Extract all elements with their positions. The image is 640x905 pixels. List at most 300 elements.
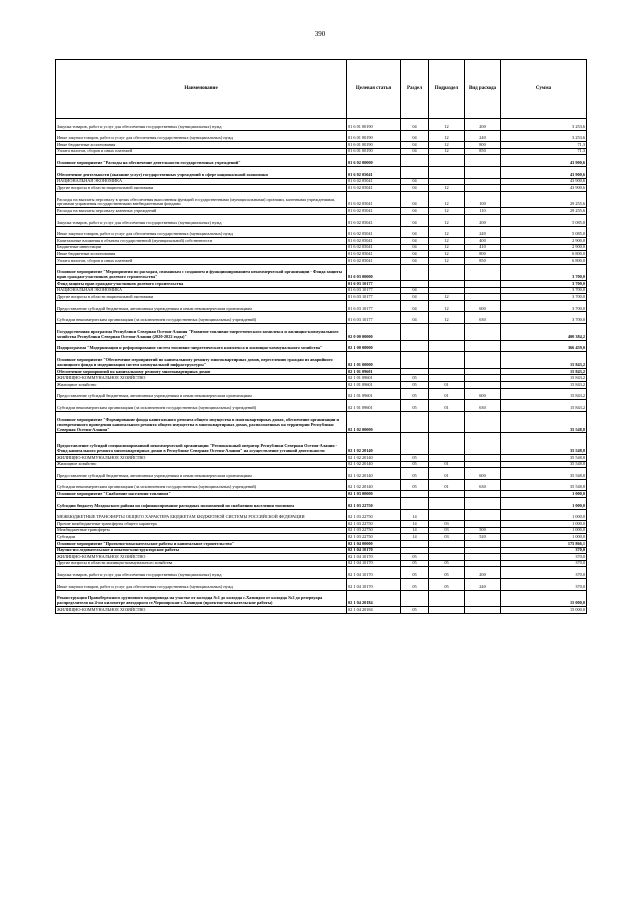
row-kind: 500: [465, 527, 501, 534]
table-row: [56, 214, 587, 226]
row-section: 05: [401, 567, 429, 579]
row-kind: [465, 294, 501, 301]
row-sum: 1 000,0: [501, 491, 587, 498]
row-section: 05: [401, 400, 429, 412]
row-kind: 240: [465, 578, 501, 590]
table-row: [56, 226, 587, 238]
row-sum: 2 900,0: [501, 238, 587, 245]
row-code: 02 1 03 22750: [347, 509, 401, 521]
row-section: 04: [401, 226, 429, 238]
row-name: Расходы на выплаты персоналу казенных учреждений: [56, 208, 347, 215]
row-kind: [465, 324, 501, 341]
table-row: [56, 567, 587, 579]
row-name: Иные закупки товаров, работ и услуг для обеспечения государственных (муниципальных) нужд: [56, 130, 347, 142]
row-name: Другие вопросы в области национальной экономики: [56, 294, 347, 301]
row-name: Расходы на выплаты персоналу в целях обеспечения выполнения функций государственными (муниципальными) органами, казенными учреждениями, органами управления государственными внебюджетными фондами: [56, 191, 347, 208]
row-subsection: [429, 590, 465, 607]
row-subsection: 12: [429, 142, 465, 149]
table-row: [56, 257, 587, 264]
row-section: 05: [401, 468, 429, 480]
row-section: 05: [401, 388, 429, 400]
row-section: 04: [401, 178, 429, 185]
row-subsection: 12: [429, 226, 465, 238]
row-name: Субсидии бюджету Моздокского района на софинансирование расходных полномочий по снабжению населения топливом: [56, 497, 347, 509]
row-section: 04: [401, 142, 429, 149]
row-sum: 15 000,0: [501, 607, 587, 614]
row-name: НАЦИОНАЛЬНАЯ ЭКОНОМИКА: [56, 287, 347, 294]
table-row: [56, 455, 587, 462]
table-row: [56, 527, 587, 534]
row-subsection: [429, 554, 465, 561]
row-name: ЖИЛИЩНО-КОММУНАЛЬНОЕ ХОЗЯЙСТВО: [56, 607, 347, 614]
table-row: [56, 300, 587, 312]
row-section: 04: [401, 294, 429, 301]
row-section: [401, 264, 429, 281]
row-code: 01 6 02 05041: [347, 191, 401, 208]
table-row: [56, 461, 587, 468]
row-section: 04: [401, 300, 429, 312]
row-sum: 370,0: [501, 554, 587, 561]
row-sum: 370,0: [501, 560, 587, 567]
table-row: [56, 491, 587, 498]
table-row: [56, 497, 587, 509]
row-kind: 600: [465, 388, 501, 400]
row-sum: 15 000,0: [501, 590, 587, 607]
row-name: Иные бюджетные ассигнования: [56, 251, 347, 258]
row-name: Субсидии: [56, 534, 347, 541]
row-kind: 400: [465, 238, 501, 245]
row-sum: 3 700,0: [501, 287, 587, 294]
row-subsection: 05: [429, 560, 465, 567]
row-section: [401, 166, 429, 178]
row-subsection: [429, 155, 465, 167]
row-subsection: 01: [429, 388, 465, 400]
header-kind: Вид расхода: [465, 60, 501, 119]
row-code: 02 1 01 09601: [347, 375, 401, 382]
row-sum: 3 700,0: [501, 281, 587, 288]
row-kind: 800: [465, 142, 501, 149]
row-subsection: 05: [429, 567, 465, 579]
table-row: [56, 607, 587, 614]
row-subsection: 01: [429, 400, 465, 412]
row-name: НАЦИОНАЛЬНАЯ ЭКОНОМИКА: [56, 178, 347, 185]
row-name: Иные закупки товаров, работ и услуг для обеспечения государственных (муниципальных) нужд: [56, 226, 347, 238]
row-code: 02 1 02 20140: [347, 433, 401, 455]
table-row: [56, 287, 587, 294]
row-subsection: 12: [429, 130, 465, 142]
row-section: [401, 540, 429, 547]
row-code: 01 6 03 00000: [347, 264, 401, 281]
row-section: 04: [401, 287, 429, 294]
table-row: [56, 155, 587, 167]
budget-table: [55, 59, 587, 614]
row-subsection: 03: [429, 527, 465, 534]
row-code: 02 1 02 20140: [347, 461, 401, 468]
row-code: 01 6 03 10177: [347, 294, 401, 301]
row-name: ЖИЛИЩНО-КОММУНАЛЬНОЕ ХОЗЯЙСТВО: [56, 375, 347, 382]
table-row: [56, 382, 587, 389]
row-section: [401, 497, 429, 509]
row-sum: 1 000,0: [501, 509, 587, 521]
table-row: [56, 238, 587, 245]
row-name: Предоставление субсидий бюджетным, автономным учреждениям и иным некоммерческим организациям: [56, 300, 347, 312]
row-name: Субсидии некоммерческим организациям (за исключением государственных (муниципальных) учреждений): [56, 312, 347, 324]
row-subsection: [429, 433, 465, 455]
row-subsection: [429, 264, 465, 281]
row-section: [401, 324, 429, 341]
row-section: 14: [401, 534, 429, 541]
row-kind: [465, 461, 501, 468]
table-row: [56, 166, 587, 178]
row-subsection: [429, 411, 465, 433]
row-section: 04: [401, 191, 429, 208]
row-code: 01 6 02 05041: [347, 226, 401, 238]
table-row: [56, 534, 587, 541]
row-name: Предоставление субсидий бюджетным, автономным учреждениям и иным некоммерческим организациям: [56, 388, 347, 400]
row-name: Иные закупки товаров, работ и услуг для обеспечения государственных (муниципальных) нужд: [56, 578, 347, 590]
row-sum: 1 000,0: [501, 534, 587, 541]
row-kind: 410: [465, 244, 501, 251]
row-name: Основное мероприятие "Формирование фонда капитального ремонта общего имущества в многоквартирных домах, обеспечение организации и своевременного проведения капитального ремонта общего имущества в многоквартирных домах, расположенных на территории Республики Северная Осетия-Алания": [56, 411, 347, 433]
row-subsection: 12: [429, 251, 465, 258]
row-sum: 71,3: [501, 142, 587, 149]
row-kind: 800: [465, 251, 501, 258]
row-sum: 1 000,0: [501, 497, 587, 509]
row-code: 02 1 03 22750: [347, 527, 401, 534]
row-code: 01 6 01 00190: [347, 148, 401, 155]
row-sum: 3 253,6: [501, 130, 587, 142]
header-name: Наименование: [56, 60, 347, 119]
row-sum: 43 900,6: [501, 155, 587, 167]
row-sum: 35 548,8: [501, 479, 587, 491]
page-number: 390: [314, 30, 326, 38]
row-section: 14: [401, 527, 429, 534]
table-row: [56, 148, 587, 155]
row-kind: 200: [465, 119, 501, 131]
row-name: Закупка товаров, работ и услуг для обеспечения государственных (муниципальных) нужд: [56, 119, 347, 131]
row-code: 02 0 00 00000: [347, 324, 401, 341]
row-code: 02 1 01 09601: [347, 388, 401, 400]
row-name: Уплата налогов, сборов и иных платежей: [56, 257, 347, 264]
row-subsection: [429, 178, 465, 185]
row-kind: 630: [465, 479, 501, 491]
row-section: 05: [401, 554, 429, 561]
row-kind: [465, 340, 501, 352]
row-section: 05: [401, 455, 429, 462]
row-subsection: 12: [429, 191, 465, 208]
row-sum: 6 800,0: [501, 257, 587, 264]
row-code: 01 6 03 10177: [347, 281, 401, 288]
row-subsection: 12: [429, 119, 465, 131]
row-sum: 3 253,6: [501, 119, 587, 131]
row-subsection: [429, 340, 465, 352]
table-row: [56, 244, 587, 251]
row-section: [401, 433, 429, 455]
row-code: 02 1 01 09601: [347, 400, 401, 412]
table-row: [56, 547, 587, 554]
row-subsection: [429, 497, 465, 509]
row-name: Обеспечение деятельности (оказание услуг) государственных учреждений в сфере национальной экономики: [56, 166, 347, 178]
row-section: [401, 155, 429, 167]
row-sum: 71,3: [501, 148, 587, 155]
row-name: Другие вопросы в области национальной экономики: [56, 185, 347, 192]
row-sum: 43 900,6: [501, 185, 587, 192]
row-section: 04: [401, 185, 429, 192]
row-kind: [465, 554, 501, 561]
row-kind: 200: [465, 214, 501, 226]
row-section: [401, 411, 429, 433]
row-name: Закупка товаров, работ и услуг для обеспечения государственных (муниципальных) нужд: [56, 214, 347, 226]
table-row: [56, 521, 587, 528]
row-name: Реконструкция Правобережного группового водопровода на участке от колодца №1 до колодца с.Хазнидон от колодца №2 до резервуара распределителя на 4-ом километре автодороги ст.Черноярская-с.Хазнидон (проектно-изыскательские работы): [56, 590, 347, 607]
row-sum: 35 548,8: [501, 411, 587, 433]
row-name: Государственная программа Республики Северная Осетия-Алания "Развитие топливно-энергетического комплекса и жилищно-коммунального хозяйства Республики Северная Осетия-Алания (2020-2022 годы)": [56, 324, 347, 341]
table-row: [56, 324, 587, 341]
row-kind: [465, 491, 501, 498]
row-name: Другие вопросы в области жилищно-коммунального хозяйства: [56, 560, 347, 567]
row-code: 01 6 01 00190: [347, 119, 401, 131]
row-sum: 3 700,0: [501, 294, 587, 301]
row-sum: 366 459,0: [501, 340, 587, 352]
row-kind: [465, 185, 501, 192]
row-sum: 400 384,2: [501, 324, 587, 341]
row-section: [401, 368, 429, 375]
row-kind: 100: [465, 191, 501, 208]
row-subsection: 12: [429, 244, 465, 251]
row-subsection: 01: [429, 461, 465, 468]
row-subsection: 01: [429, 382, 465, 389]
row-section: 14: [401, 509, 429, 521]
row-code: 01 6 02 05041: [347, 251, 401, 258]
row-kind: [465, 455, 501, 462]
row-subsection: [429, 287, 465, 294]
row-code: 02 1 00 00000: [347, 340, 401, 352]
row-code: 02 1 04 20184: [347, 607, 401, 614]
row-sum: 15 843,2: [501, 375, 587, 382]
row-sum: 5 085,0: [501, 226, 587, 238]
table-row: [56, 368, 587, 375]
row-section: 04: [401, 208, 429, 215]
row-name: Подпрограмма "Модернизация и реформирование систем топливно-энергетического комплекса и жилищно-коммунального хозяйства": [56, 340, 347, 352]
row-kind: [465, 375, 501, 382]
table-row: [56, 294, 587, 301]
row-section: [401, 340, 429, 352]
row-code: 02 1 02 20140: [347, 468, 401, 480]
row-kind: [465, 547, 501, 554]
row-subsection: 03: [429, 521, 465, 528]
row-kind: 200: [465, 567, 501, 579]
row-section: [401, 590, 429, 607]
row-sum: 370,0: [501, 578, 587, 590]
row-kind: [465, 590, 501, 607]
row-kind: 850: [465, 257, 501, 264]
row-code: 01 6 01 00190: [347, 130, 401, 142]
row-subsection: 12: [429, 300, 465, 312]
table-header-row: [56, 60, 587, 119]
table-row: [56, 142, 587, 149]
row-kind: 630: [465, 312, 501, 324]
row-sum: 43 900,6: [501, 166, 587, 178]
row-kind: [465, 352, 501, 369]
row-code: 02 1 01 00000: [347, 352, 401, 369]
row-name: МЕЖБЮДЖЕТНЫЕ ТРАНСФЕРТЫ ОБЩЕГО ХАРАКТЕРА БЮДЖЕТАМ БЮДЖЕТНОЙ СИСТЕМЫ РОССИЙСКОЙ ФЕДЕРАЦИИ: [56, 509, 347, 521]
table-row: [56, 400, 587, 412]
row-kind: [465, 178, 501, 185]
row-code: 02 1 04 00000: [347, 540, 401, 547]
row-code: 02 1 04 10170: [347, 578, 401, 590]
table-body: [56, 119, 587, 614]
row-name: Основное мероприятие "Снабжение населения топливом": [56, 491, 347, 498]
row-subsection: [429, 166, 465, 178]
row-section: 04: [401, 257, 429, 264]
row-kind: 520: [465, 534, 501, 541]
row-section: 04: [401, 244, 429, 251]
row-sum: 15 843,2: [501, 400, 587, 412]
row-subsection: 03: [429, 534, 465, 541]
row-section: 05: [401, 461, 429, 468]
row-code: 02 1 02 20140: [347, 479, 401, 491]
row-subsection: [429, 509, 465, 521]
row-sum: 43 900,6: [501, 178, 587, 185]
table-row: [56, 560, 587, 567]
row-kind: [465, 411, 501, 433]
row-sum: 3 700,0: [501, 300, 587, 312]
row-section: 05: [401, 479, 429, 491]
row-code: 02 1 04 20184: [347, 590, 401, 607]
row-kind: 600: [465, 468, 501, 480]
row-code: 02 1 04 10170: [347, 560, 401, 567]
row-code: 01 6 02 05041: [347, 244, 401, 251]
row-code: 02 1 03 22750: [347, 534, 401, 541]
row-kind: [465, 540, 501, 547]
row-subsection: [429, 352, 465, 369]
table-row: [56, 509, 587, 521]
row-subsection: 01: [429, 468, 465, 480]
row-name: Субсидии некоммерческим организациям (за исключением государственных (муниципальных) учреждений): [56, 400, 347, 412]
table-row: [56, 208, 587, 215]
row-subsection: [429, 375, 465, 382]
row-kind: [465, 382, 501, 389]
row-sum: 29 255,6: [501, 208, 587, 215]
row-name: Закупка товаров, работ и услуг для обеспечения государственных (муниципальных) нужд: [56, 567, 347, 579]
row-name: Основное мероприятие "Расходы на обеспечение деятельности государственных учреждений": [56, 155, 347, 167]
row-sum: 15 843,2: [501, 352, 587, 369]
row-sum: 35 548,8: [501, 455, 587, 462]
row-name: Бюджетные инвестиции: [56, 244, 347, 251]
row-code: 01 6 02 05041: [347, 238, 401, 245]
row-sum: 6 800,0: [501, 251, 587, 258]
row-name: Предоставление субсидий бюджетным, автономным учреждениям и иным некоммерческим организациям: [56, 468, 347, 480]
row-kind: 240: [465, 130, 501, 142]
row-section: 05: [401, 607, 429, 614]
row-code: 02 1 03 22750: [347, 497, 401, 509]
row-code: 02 1 01 09601: [347, 368, 401, 375]
row-code: 02 1 04 10170: [347, 554, 401, 561]
row-sum: 2 900,0: [501, 244, 587, 251]
row-kind: [465, 521, 501, 528]
row-section: 14: [401, 521, 429, 528]
table-row: [56, 479, 587, 491]
table-row: [56, 185, 587, 192]
row-section: [401, 547, 429, 554]
row-section: 04: [401, 119, 429, 131]
table-row: [56, 119, 587, 131]
row-kind: 110: [465, 208, 501, 215]
row-code: 01 6 02 05041: [347, 178, 401, 185]
row-subsection: [429, 607, 465, 614]
row-code: 01 6 02 05041: [347, 214, 401, 226]
row-code: 02 1 03 00000: [347, 491, 401, 498]
row-section: 04: [401, 148, 429, 155]
row-subsection: [429, 324, 465, 341]
table-row: [56, 433, 587, 455]
row-name: Основное мероприятие "Проектно-изыскательские работы и капитальное строительство": [56, 540, 347, 547]
row-kind: [465, 497, 501, 509]
row-kind: [465, 166, 501, 178]
row-subsection: 12: [429, 214, 465, 226]
row-sum: 175 866,1: [501, 540, 587, 547]
table-row: [56, 178, 587, 185]
row-sum: 1 000,0: [501, 521, 587, 528]
row-code: 02 1 03 22750: [347, 521, 401, 528]
row-code: 01 6 02 05041: [347, 185, 401, 192]
row-code: 01 6 02 05041: [347, 166, 401, 178]
row-name: Жилищное хозяйство: [56, 382, 347, 389]
row-code: 01 6 03 10177: [347, 287, 401, 294]
row-kind: [465, 560, 501, 567]
row-kind: [465, 281, 501, 288]
row-name: Иные бюджетные ассигнования: [56, 142, 347, 149]
row-sum: 15 843,2: [501, 368, 587, 375]
row-section: 04: [401, 130, 429, 142]
table-row: [56, 264, 587, 281]
row-kind: [465, 607, 501, 614]
row-name: Жилищное хозяйство: [56, 461, 347, 468]
row-code: 01 6 01 00190: [347, 142, 401, 149]
row-kind: [465, 433, 501, 455]
table-row: [56, 375, 587, 382]
row-sum: 5 085,0: [501, 214, 587, 226]
row-subsection: [429, 540, 465, 547]
row-kind: [465, 287, 501, 294]
row-code: 01 6 03 10177: [347, 312, 401, 324]
row-kind: 600: [465, 300, 501, 312]
header-subsection: Подраздел: [429, 60, 465, 119]
row-subsection: [429, 368, 465, 375]
row-subsection: 05: [429, 578, 465, 590]
row-name: Капитальные вложения в объекты государственной (муниципальной) собственности: [56, 238, 347, 245]
row-sum: 3 700,0: [501, 312, 587, 324]
table-row: [56, 554, 587, 561]
row-sum: 370,0: [501, 547, 587, 554]
table-row: [56, 251, 587, 258]
row-subsection: 12: [429, 208, 465, 215]
row-name: Субсидии некоммерческим организациям (за исключением государственных (муниципальных) учреждений): [56, 479, 347, 491]
row-kind: [465, 509, 501, 521]
row-subsection: [429, 547, 465, 554]
row-code: 01 6 02 05041: [347, 257, 401, 264]
row-section: 05: [401, 375, 429, 382]
row-code: 01 6 02 05041: [347, 208, 401, 215]
row-code: 01 6 02 00000: [347, 155, 401, 167]
row-subsection: 12: [429, 257, 465, 264]
table-row: [56, 191, 587, 208]
table-row: [56, 340, 587, 352]
row-section: 04: [401, 251, 429, 258]
row-subsection: 12: [429, 294, 465, 301]
row-section: 04: [401, 238, 429, 245]
row-kind: 630: [465, 400, 501, 412]
